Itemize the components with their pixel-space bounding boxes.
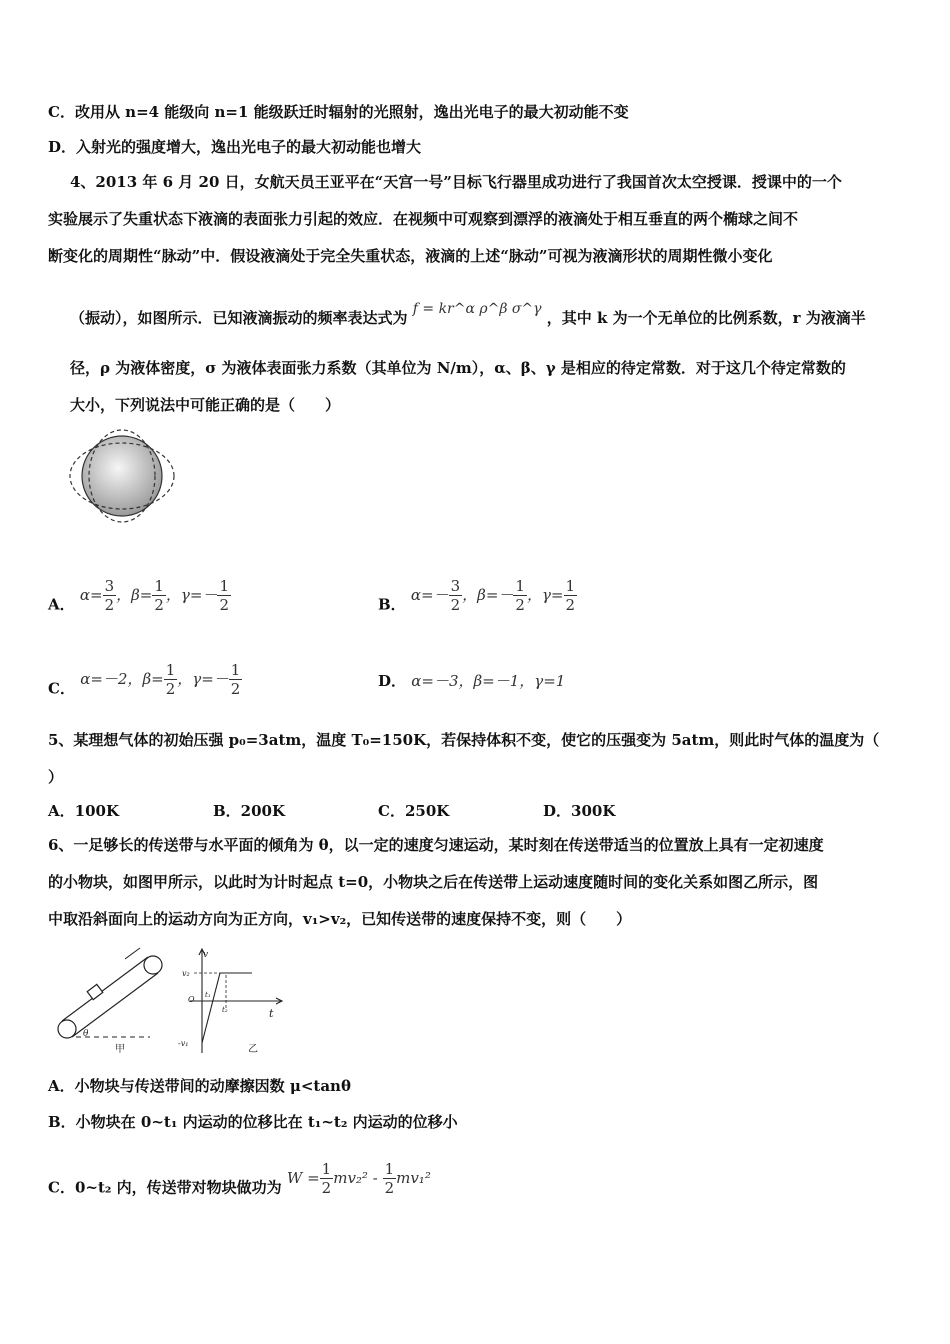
frac-den: 2 xyxy=(321,1179,332,1197)
frac-num: 1 xyxy=(154,577,164,595)
option-label: D． xyxy=(378,672,407,690)
origin-label: O xyxy=(188,995,195,1004)
option-c-prev: C．改用从 n=4 能级向 n=1 能级跃迁时辐射的光照射，逸出光电子的最大初动能不变 xyxy=(48,103,629,121)
v2-label: v₂ xyxy=(182,969,190,978)
q4-option-d xyxy=(378,671,565,691)
droplet-figure xyxy=(65,428,180,524)
frac-num: 1 xyxy=(515,577,525,595)
option-label: B． xyxy=(378,595,406,614)
frac-den: 2 xyxy=(154,596,164,614)
axis-t-label: t xyxy=(269,1007,274,1020)
t1-label: t₁ xyxy=(205,991,211,999)
q4-option-a xyxy=(48,577,231,624)
q5-line2: ） xyxy=(48,768,64,786)
q6-line3: 中取沿斜面向上的运动方向为正方向，v₁>v₂，已知传送带的速度保持不变，则（ ） xyxy=(48,910,632,928)
q5-option-a: A．100K xyxy=(48,802,119,820)
q5-option-d: D．300K xyxy=(543,802,616,820)
q5-option-b: B．200K xyxy=(213,802,286,820)
frac-num: 1 xyxy=(165,661,176,679)
gamma-label: ，γ=－ xyxy=(165,585,218,604)
option-label: A． xyxy=(48,595,75,614)
frac-num: 1 xyxy=(565,577,576,595)
minus-sign: - xyxy=(367,1168,383,1187)
frac-num: 3 xyxy=(450,577,461,595)
q4-line1: 4、2013 年 6 月 20 日，女航天员王亚平在“天宫一号”目标飞行器里成功进行了我国首次太空授课．授课中的一个 xyxy=(70,173,842,191)
q4-line4b: ，其中 k 为一个无单位的比例系数，r 为液滴半 xyxy=(546,309,866,327)
gamma-label: ，γ= xyxy=(526,585,564,604)
frac-den: 2 xyxy=(565,596,576,614)
frequency-formula: f = kr^α ρ^β σ^γ xyxy=(412,301,542,317)
q4-line5: 径，ρ 为液体密度，σ 为液体表面张力系数（其单位为 N/m），α、β、γ 是相应的待定常数．对于这几个待定常数的 xyxy=(70,359,846,377)
frac-den: 2 xyxy=(219,596,230,614)
fig-jia-label: 甲 xyxy=(115,1044,125,1055)
q4-line4a: （振动），如图所示．已知液滴振动的频率表达式为 xyxy=(70,309,408,327)
work-symbol: W = xyxy=(286,1168,320,1187)
q4-line6: 大小，下列说法中可能正确的是（ ） xyxy=(70,396,341,414)
frac-num: 1 xyxy=(230,661,241,679)
option-label: C． xyxy=(48,679,75,698)
option-d-text: α=－3，β=－1，γ=1 xyxy=(411,672,566,690)
conveyor-figure xyxy=(45,945,175,1057)
q4-option-c xyxy=(48,661,242,708)
mv2-term: mv₂² xyxy=(333,1168,368,1187)
frac-den: 2 xyxy=(230,680,241,698)
beta-label: ，β= xyxy=(116,585,153,604)
frac-den: 2 xyxy=(515,596,525,614)
frac-num: 1 xyxy=(321,1160,332,1178)
frac-den: 2 xyxy=(104,596,115,614)
frac-num: 3 xyxy=(104,577,115,595)
beta-label: ，β=－ xyxy=(462,585,514,604)
frac-den: 2 xyxy=(450,596,461,614)
mv1-term: mv₁² xyxy=(396,1168,431,1187)
q6-line1: 6、一足够长的传送带与水平面的倾角为 θ，以一定的速度匀速运动，某时刻在传送带适当的位置放上具有一定初速度 xyxy=(48,836,824,854)
q6-line2: 的小物块，如图甲所示，以此时为计时起点 t=0，小物块之后在传送带上运动速度随时间的变化关系如图乙所示，图 xyxy=(48,873,819,891)
theta-label: θ xyxy=(83,1029,89,1039)
t2-label: t₂ xyxy=(222,1006,228,1014)
velocity-time-graph xyxy=(172,945,292,1057)
q4-line4 xyxy=(70,301,866,329)
option-c-text: C．0~t₂ 内，传送带对物块做功为 xyxy=(48,1178,282,1197)
option-d-prev: D．入射光的强度增大，逸出光电子的最大初动能也增大 xyxy=(48,138,422,156)
alpha-label: α=－2， xyxy=(80,669,143,688)
frac-num: 1 xyxy=(219,577,230,595)
frac-num: 1 xyxy=(384,1160,395,1178)
q4-line2: 实验展示了失重状态下液滴的表面张力引起的效应．在视频中可观察到漂浮的液滴处于相互垂直的两个椭球之间不 xyxy=(48,210,799,228)
neg-v1-label: -v₁ xyxy=(178,1039,189,1048)
q6-option-a: A．小物块与传送带间的动摩擦因数 μ<tanθ xyxy=(48,1077,351,1095)
q4-line3: 断变化的周期性“脉动”中．假设液滴处于完全失重状态，液滴的上述“脉动”可视为液滴形状的周期性微小变化 xyxy=(48,247,773,265)
q5-line1: 5、某理想气体的初始压强 p₀=3atm，温度 T₀=150K，若保持体积不变，使它的压强变为 5atm，则此时气体的温度为（ xyxy=(48,731,880,749)
alpha-label: α= xyxy=(79,585,103,604)
q6-option-b: B．小物块在 0~t₁ 内运动的位移比在 t₁~t₂ 内运动的位移小 xyxy=(48,1113,458,1131)
q4-option-b xyxy=(378,577,577,624)
fig-yi-label: 乙 xyxy=(248,1044,258,1055)
gamma-label: ，γ=－ xyxy=(177,669,229,688)
q5-option-c: C．250K xyxy=(378,802,450,820)
beta-label: β= xyxy=(142,669,164,688)
block-icon xyxy=(87,984,103,999)
axis-v-label: v xyxy=(203,950,209,960)
frac-den: 2 xyxy=(384,1179,395,1197)
frac-den: 2 xyxy=(165,680,176,698)
alpha-label: α=－ xyxy=(410,585,449,604)
q6-option-c xyxy=(48,1160,431,1207)
